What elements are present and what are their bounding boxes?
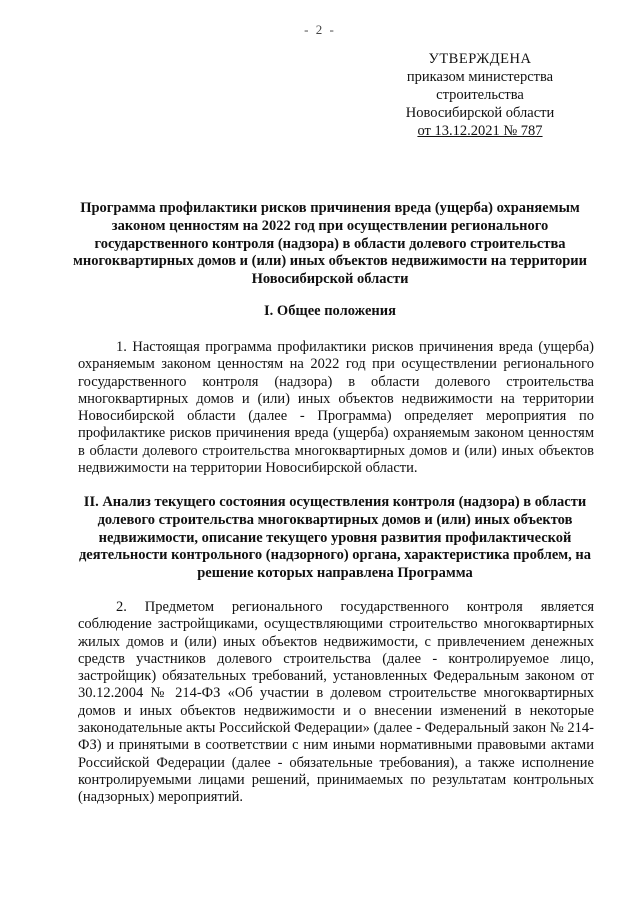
document-title: Программа профилактики рисков причинения вреда (ущерба) охраняемым законом ценностям на 2022 год при осуществлении регионального государственного контроля (надзора) в области долевого строительства многоквартирных домов и (или) иных объектов недвижимости на территории Новосибирской области (72, 200, 588, 288)
approval-line-construction: строительства (436, 87, 524, 103)
approval-order-date: от 13.12.2021 № 787 (417, 123, 543, 139)
approval-heading: УТВЕРЖДЕНА (428, 51, 532, 67)
approval-stamp (380, 50, 580, 140)
section-general-heading: I. Общее положения (264, 303, 396, 319)
page-number: - 2 - (304, 22, 336, 37)
paragraph-1: 1. Настоящая программа профилактики рисков причинения вреда (ущерба) охраняемым законом ценностям на 2022 год при осуществлении регионального государственного контроля (надзора) в области долевого строительства многоквартирных домов и (или) иных объектов недвижимости на территории Новосибирской области (далее - Программа) определяет мероприятия по профилактике рисков причинения вреда (ущерба) охраняемым законом ценностям в области долевого строительства многоквартирных домов и (или) иных объектов недвижимости на территории Новосибирской области. (78, 339, 594, 477)
approval-line-region: Новосибирской области (405, 105, 555, 121)
approval-line-ministry: приказом министерства (406, 69, 554, 85)
section-analysis-heading: II. Анализ текущего состояния осуществления контроля (надзора) в области долевого строительства многоквартирных домов и (или) иных объектов недвижимости, описание текущего уровня развития профилактической деятельности контрольного (надзорного) органа, характеристика проблем, на решение которых направлена Программа (78, 494, 592, 582)
paragraph-2: 2. Предметом регионального государственного контроля является соблюдение застройщиками, осуществляющими строительство многоквартирных жилых домов и (или) иных объектов недвижимости, с привлечением денежных средств участников долевого строительства (далее - контролируемое лицо, застройщик) обязательных требований, установленных Федеральным законом от 30.12.2004 № 214-ФЗ «Об участии в долевом строительстве многоквартирных домов и иных объектов недвижимости и о внесении изменений в некоторые законодательные акты Российской Федерации» (далее - Федеральный закон № 214-ФЗ) и принятыми в соответствии с ним иными нормативными правовыми актами Российской Федерации (далее - обязательные требования), а также исполнение контролируемыми лицами решений, принимаемых по результатам контрольных (надзорных) мероприятий. (78, 599, 594, 806)
